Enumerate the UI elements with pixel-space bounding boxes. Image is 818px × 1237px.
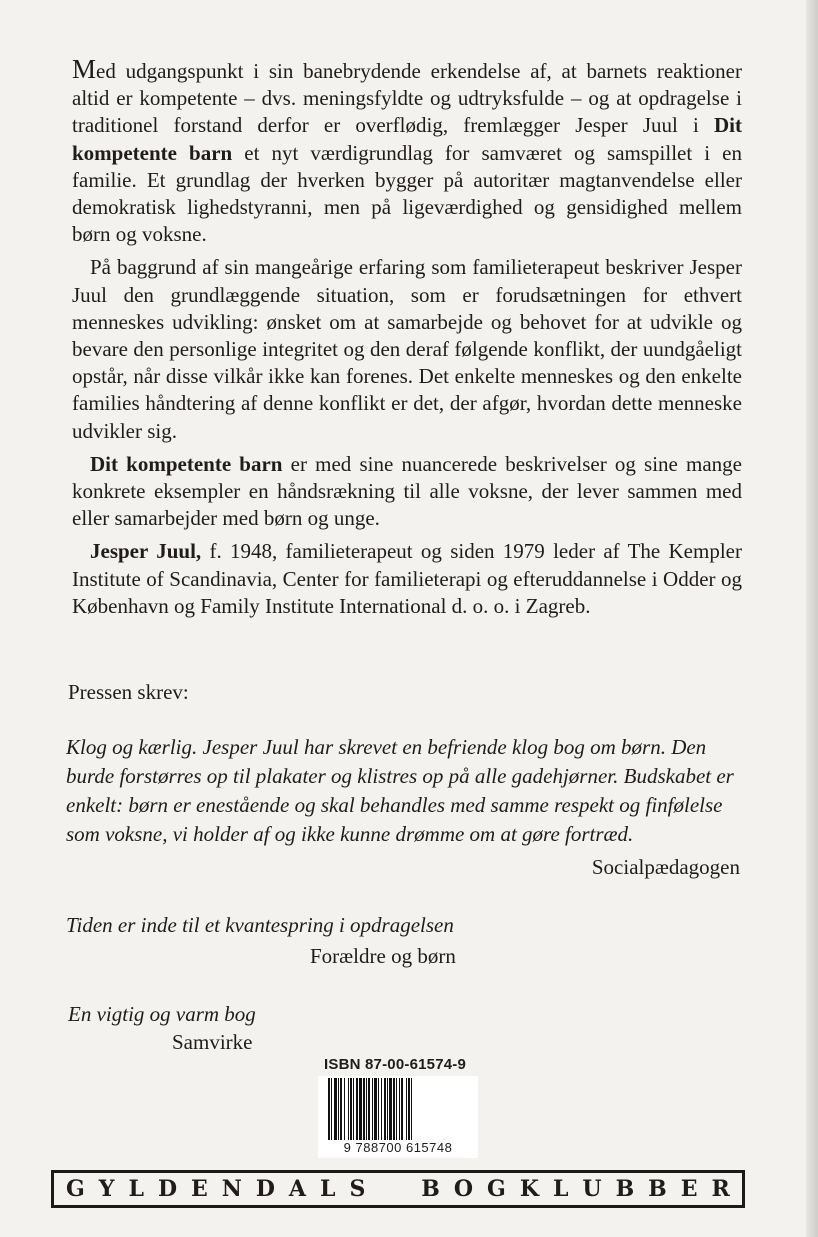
footer-letter: Y: [98, 1176, 115, 1202]
footer-letter: E: [680, 1176, 698, 1202]
press-quote-1: [66, 733, 742, 849]
barcode-bar: [381, 1078, 382, 1140]
blurb-paragraph-1: Med udgangspunkt i sin banebrydende erkendelse af, at barnets reaktioner altid er kompetente – dvs. meningsfyldte og udtryksfulde – og at opdragelse i traditionel forstand derfor er overflødig, fremlægger Jesper Juul i Dit kompetente barn et nyt værdigrundlag for samværet og samspillet i en familie. Et grundlag der hverken bygger på autoritær magtanvendelse eller demokratisk lighedstyranni, men på ligeværdighed og gensidighed mellem børn og voksne.: [72, 54, 742, 247]
footer-letter: B: [648, 1176, 667, 1202]
barcode-bar: [340, 1078, 342, 1140]
blurb-paragraph-4: Jesper Juul, f. 1948, familieterapeut og siden 1979 leder af The Kempler Institute of Scandinavia, Center for familieterapi og efteruddannelse i Odder og København og Family Institute International d. o. o. i Zagreb.: [72, 539, 742, 618]
press-quote-2: Tiden er inde til et kvantespring i opdragelsen: [66, 913, 454, 937]
barcode-bar: [389, 1078, 392, 1140]
book-title: Dit kompetente barn: [72, 113, 742, 165]
barcode-bar: [396, 1078, 397, 1140]
barcode-bar: [350, 1078, 352, 1140]
barcode-bar: [334, 1078, 337, 1140]
footer-letter: A: [288, 1176, 306, 1202]
barcode-bar: [348, 1078, 349, 1140]
footer-letter: L: [128, 1176, 144, 1202]
barcode-bar: [368, 1078, 370, 1140]
barcode-bar: [356, 1078, 358, 1140]
footer-letter: D: [255, 1176, 275, 1202]
press-quote-3: En vigtig og varm bog: [68, 1002, 256, 1026]
barcode-bar: [359, 1078, 362, 1140]
publisher-footer-bar: [51, 1170, 745, 1208]
barcode-bar: [393, 1078, 395, 1140]
barcode-bar: [372, 1078, 373, 1140]
footer-letter: O: [453, 1176, 474, 1202]
footer-letter: U: [582, 1176, 602, 1202]
barcode-bar: [353, 1078, 354, 1140]
barcode-bar: [387, 1078, 388, 1140]
barcode-bar: [331, 1078, 332, 1140]
quote-line: burde forstørres op til plakater og klistres op på alle gadehjørner. Budskabet er: [66, 764, 734, 788]
author-name: Jesper Juul,: [90, 539, 202, 564]
back-cover-blurb: [72, 56, 742, 626]
footer-letter: E: [191, 1176, 208, 1202]
drop-cap: M: [72, 54, 97, 84]
barcode-digits: 9 788700 615748: [318, 1140, 478, 1155]
footer-letter: N: [221, 1176, 242, 1202]
quote-line: Klog og kærlig. Jesper Juul har skrevet en befriende klog bog om børn. Den: [66, 735, 707, 759]
press-heading: Pressen skrev:: [68, 680, 189, 704]
barcode-bar: [378, 1078, 379, 1140]
footer-letter: L: [552, 1176, 569, 1202]
barcode-bar: [374, 1078, 377, 1140]
footer-letter: G: [487, 1176, 506, 1202]
book-spine-edge: [806, 0, 818, 1237]
footer-letter: G: [66, 1176, 85, 1202]
barcode-bar: [338, 1078, 339, 1140]
barcode-bar: [384, 1078, 386, 1140]
barcode-bar: [411, 1078, 412, 1140]
isbn-label: ISBN 87-00-61574-9: [324, 1056, 467, 1073]
barcode-bar: [406, 1078, 407, 1140]
barcode-bar: [399, 1078, 400, 1140]
quote-line: som voksne, vi holder af og ikke kunne drømme om at gøre fortræd.: [66, 822, 634, 846]
footer-letter: B: [615, 1176, 635, 1202]
footer-letter: R: [711, 1176, 730, 1202]
footer-letter: L: [319, 1176, 336, 1202]
footer-letter: B: [421, 1176, 440, 1202]
barcode-bar: [366, 1078, 367, 1140]
barcode-bar: [363, 1078, 365, 1140]
quote-source-3: Samvirke: [172, 1030, 253, 1054]
blurb-paragraph-2: På baggrund af sin mangeårige erfaring som familieterapeut beskriver Jesper Juul den grundlæggende situation, som er forudsætningen for ethvert menneskes udvikling: ønsket om at samarbejde og behovet for at udvikle og bevare den personlige integritet og den deraf følgende konflikt, der uundgåeligt opstår, når disse vilkår ikke kan forenes. Det enkelte menneskes og den enkelte families håndtering af denne konflikt er det, der afgør, hvordan dette menneske udvikler sig.: [72, 255, 742, 443]
blurb-paragraph-3: Dit kompetente barn er med sine nuancerede beskrivelser og sine mange konkrete eksempler en håndsrækning til alle voksne, der lever sammen med eller samarbejder med børn og unge.: [72, 451, 742, 531]
book-title: Dit kompetente barn: [90, 451, 283, 476]
quote-line: enkelt: børn er enestående og skal behandles med samme respekt og finfølelse: [66, 793, 723, 817]
footer-letter: S: [349, 1176, 366, 1202]
barcode-bar: [328, 1078, 330, 1140]
quote-source-1: Socialpædagogen: [591, 855, 740, 879]
barcode-bar: [408, 1078, 410, 1140]
footer-letter: D: [157, 1176, 178, 1202]
barcode-bar: [344, 1078, 345, 1140]
barcode-bar: [401, 1078, 403, 1140]
footer-letter: K: [519, 1176, 539, 1202]
quote-source-2: Forældre og børn: [310, 944, 456, 968]
barcode-bars: [318, 1076, 478, 1142]
